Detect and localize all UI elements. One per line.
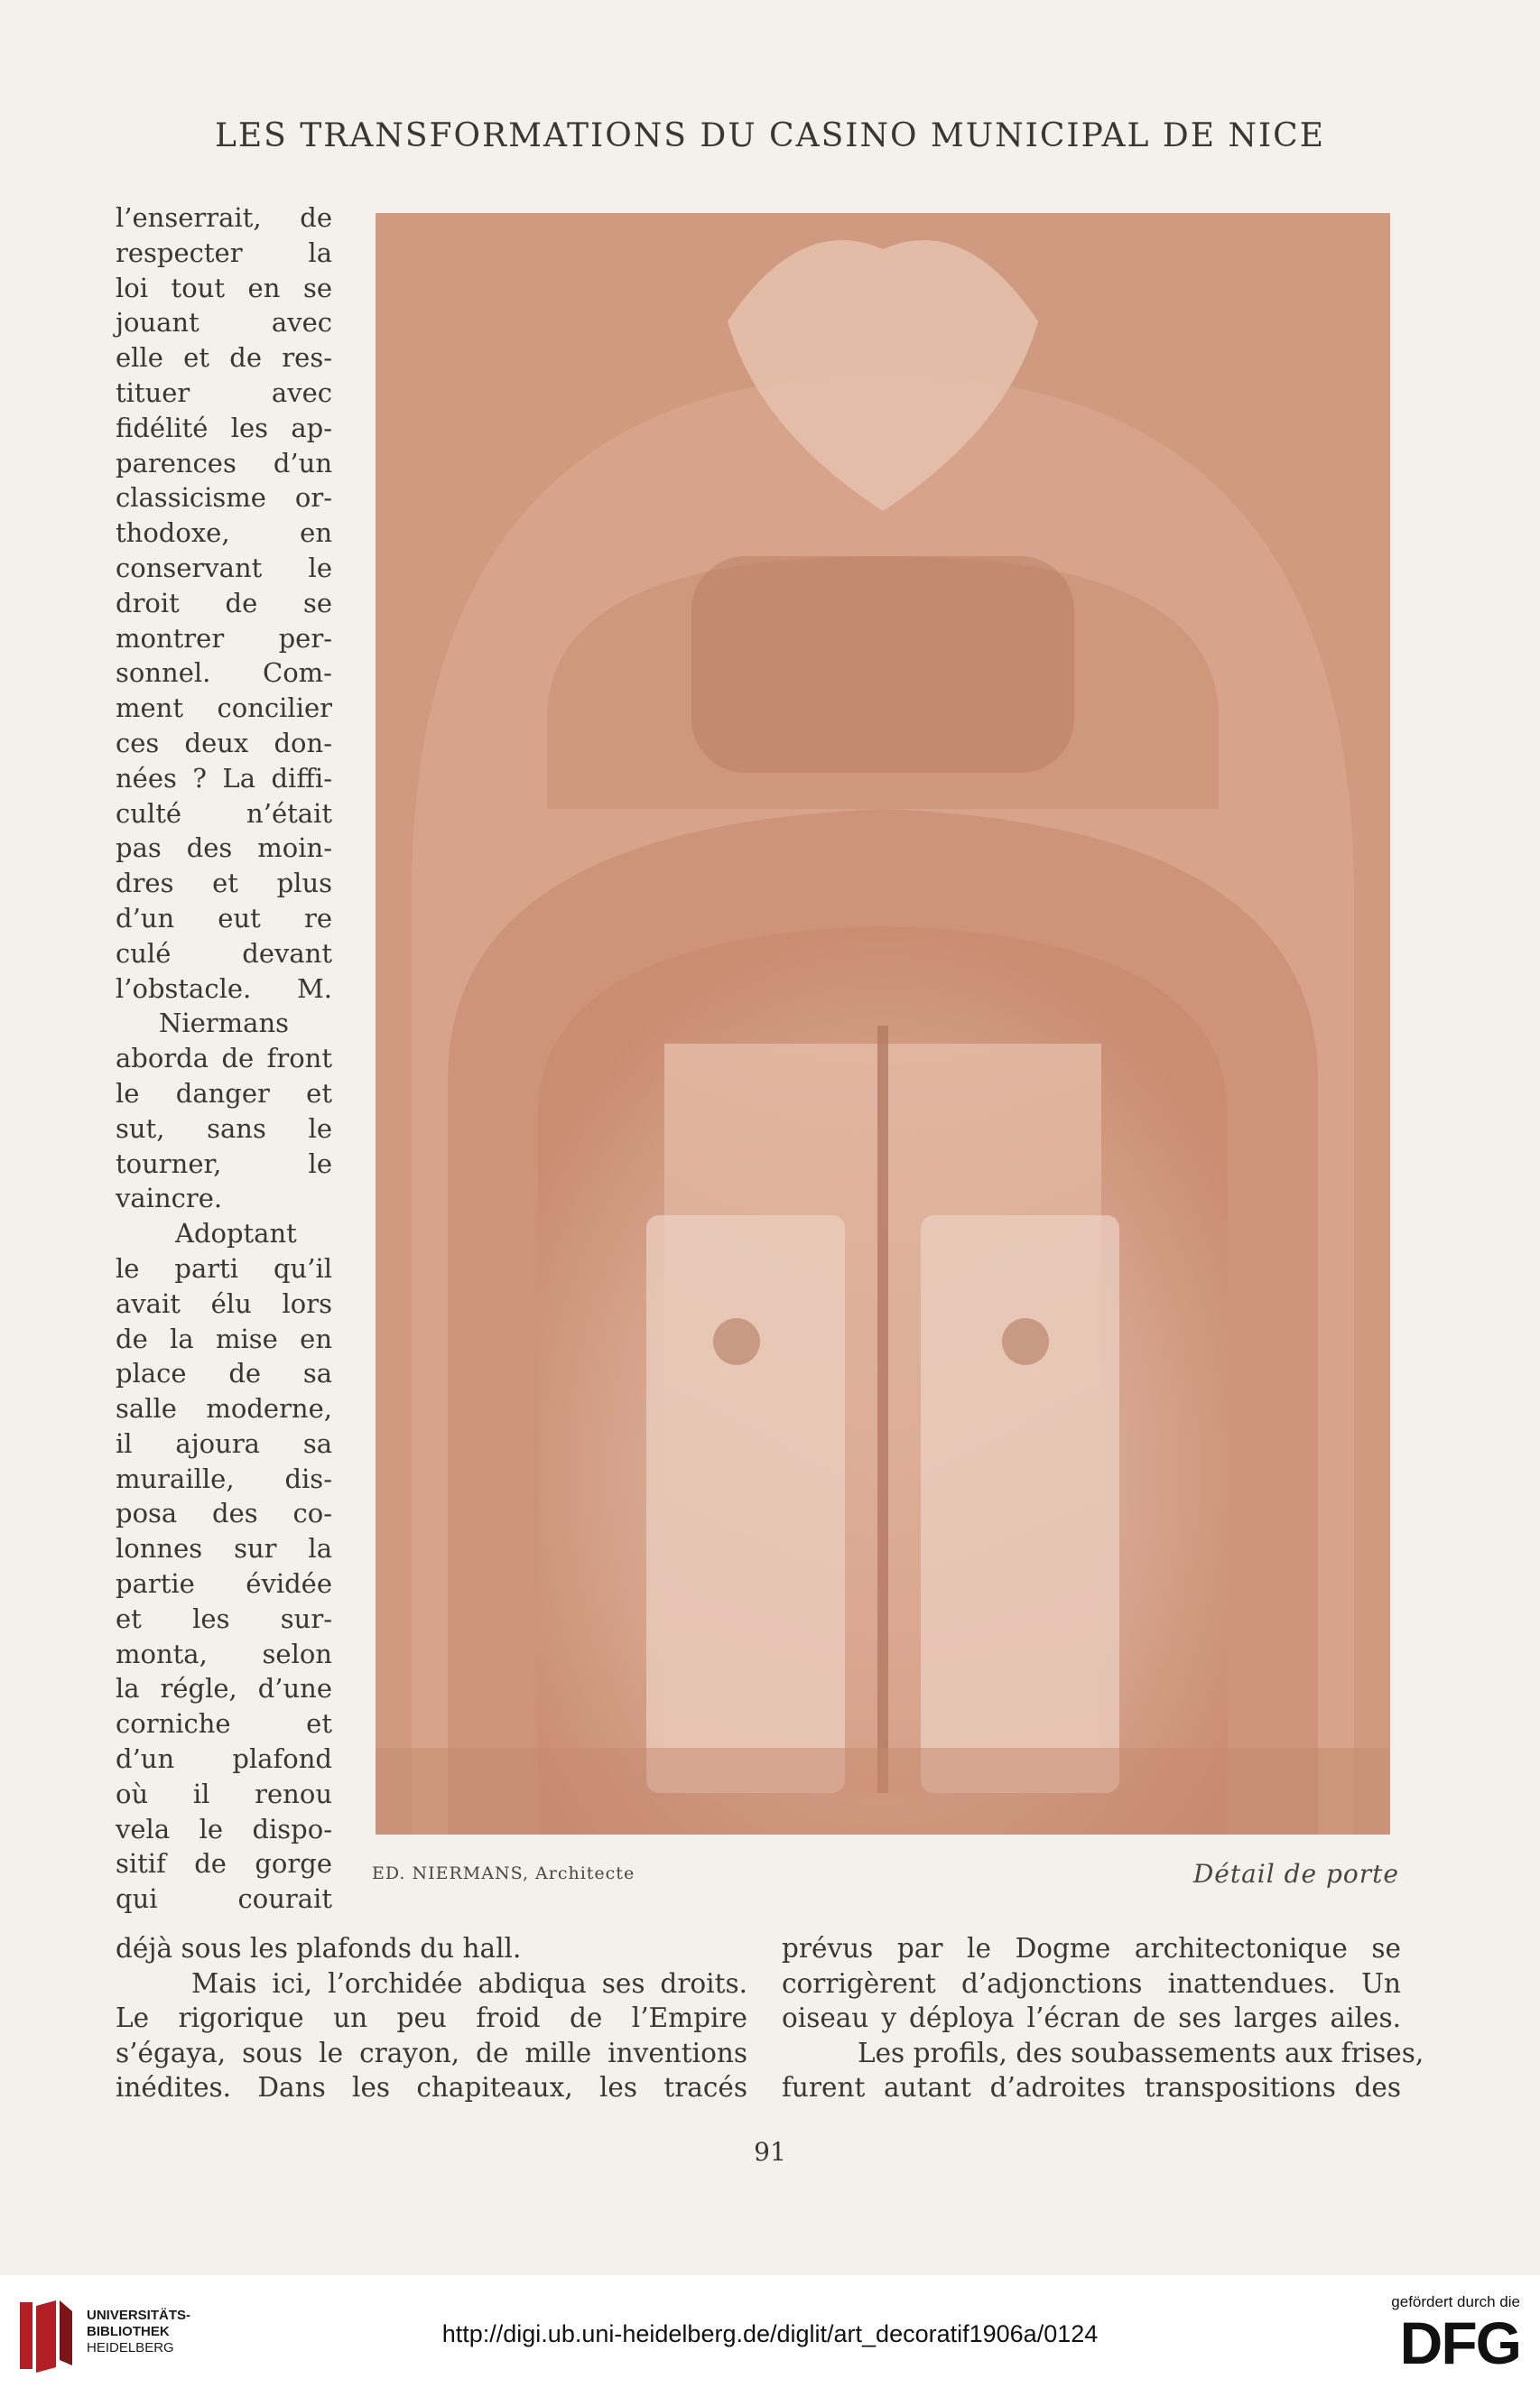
narrow-text-column [116,200,332,1917]
text-line: corrigèrent d’adjonctions inattendues. Un [782,1967,1401,1999]
digitization-footer [0,2275,1540,2388]
text-line: parences d’un [116,447,332,479]
text-line: thodoxe, en [116,517,332,549]
text-line: fidélité les ap- [116,412,332,443]
dfg-logo: DFG [1399,2309,1520,2376]
text-line: sonnel. Com- [116,657,332,689]
text-line: inédites. Dans les chapiteaux, les tracés [116,2072,747,2103]
sponsor-label: gefördert durch die [1391,2293,1520,2310]
text-line: s’égaya, sous le crayon, de mille inventions [116,2037,747,2068]
running-head: LES TRANSFORMATIONS DU CASINO MUNICIPAL DE NICE [214,117,1326,154]
source-url-link[interactable]: http://digi.ub.uni-heidelberg.de/diglit/art_decoratif1906a/0124 [441,2320,1099,2347]
text-line: et les sur- [116,1603,332,1634]
text-line: avait élu lors [116,1287,332,1319]
bottom-right-column [782,1931,1424,2105]
text-line: aborda de front [116,1043,332,1074]
text-line: elle et de res- [116,342,332,374]
text-line: sut, sans le [116,1112,332,1144]
text-line: qui courait [116,1883,332,1915]
text-line: partie évidée [116,1568,332,1600]
plate-credit: ED. NIERMANS, Architecte [372,1863,635,1883]
library-line: HEIDELBERG [87,2340,174,2355]
text-line: tituer avec [116,376,332,408]
page-number: 91 [754,2137,786,2167]
text-line: d’un plafond [116,1743,332,1775]
text-line: il ajoura sa [116,1427,332,1459]
text-line: où il renou [116,1778,332,1809]
text-line: lonnes sur la [116,1533,332,1565]
text-line: Mais ici, l’orchidée abdiqua ses droits. [191,1967,747,1999]
text-line: jouant avec [116,307,332,339]
door-photograph [376,213,1390,1835]
text-line: vaincre. [116,1183,223,1214]
bottom-left-column [116,1931,747,2105]
text-line: prévus par le Dogme architectonique se [782,1933,1401,1964]
text-line: l’enserrait, de [116,202,332,233]
text-line: droit de se [116,587,332,618]
text-line: culté n’était [116,797,332,829]
text-line: Le rigorique un peu froid de l’Empire [116,2002,747,2033]
text-line: loi tout en se [116,272,332,303]
text-line: la régle, d’une [116,1673,332,1705]
text-line: furent autant d’adroites transpositions des [782,2072,1401,2103]
text-line: conservant le [116,552,332,583]
text-line: dres et plus [116,868,332,899]
library-line: UNIVERSITÄTS- [87,2308,191,2323]
text-line: le parti qu’il [116,1252,332,1284]
text-line: sitif de gorge [116,1848,332,1880]
text-line: corniche et [116,1708,332,1740]
text-line: ment concilier [116,692,332,724]
text-line: déjà sous les plafonds du hall. [116,1933,522,1964]
text-line: muraille, dis- [116,1463,332,1494]
text-line: culé devant [116,937,332,969]
text-line: l’obstacle. M. [116,972,332,1004]
text-line: salle moderne, [116,1393,332,1425]
library-line: BIBLIOTHEK [87,2324,170,2339]
text-line: classicisme or- [116,482,332,514]
text-line: pas des moin- [116,832,332,864]
text-line: oiseau y déploya l’écran de ses larges ailes. [782,2002,1401,2033]
text-line: posa des co- [116,1498,332,1529]
text-line: Niermans [158,1008,290,1039]
plate-caption: Détail de porte [1192,1859,1399,1889]
text-line: monta, selon [116,1638,332,1669]
text-line: vela le dispo- [116,1813,332,1844]
text-line: place de sa [116,1358,332,1389]
sponsor-block [1391,2293,1520,2374]
door-illustration [376,213,1390,1835]
text-line: d’un eut re [116,902,332,934]
text-line: nées ? La diffi- [116,762,332,794]
text-line: de la mise en [116,1323,332,1354]
text-line: tourner, le [116,1148,332,1179]
text-line: Les profils, des soubassements aux frises, [858,2037,1424,2068]
text-line: le danger et [116,1077,332,1109]
text-line: Adoptant [175,1218,297,1250]
text-line: ces deux don- [116,727,332,758]
text-line: respecter la [116,237,332,268]
text-line: montrer per- [116,622,332,654]
